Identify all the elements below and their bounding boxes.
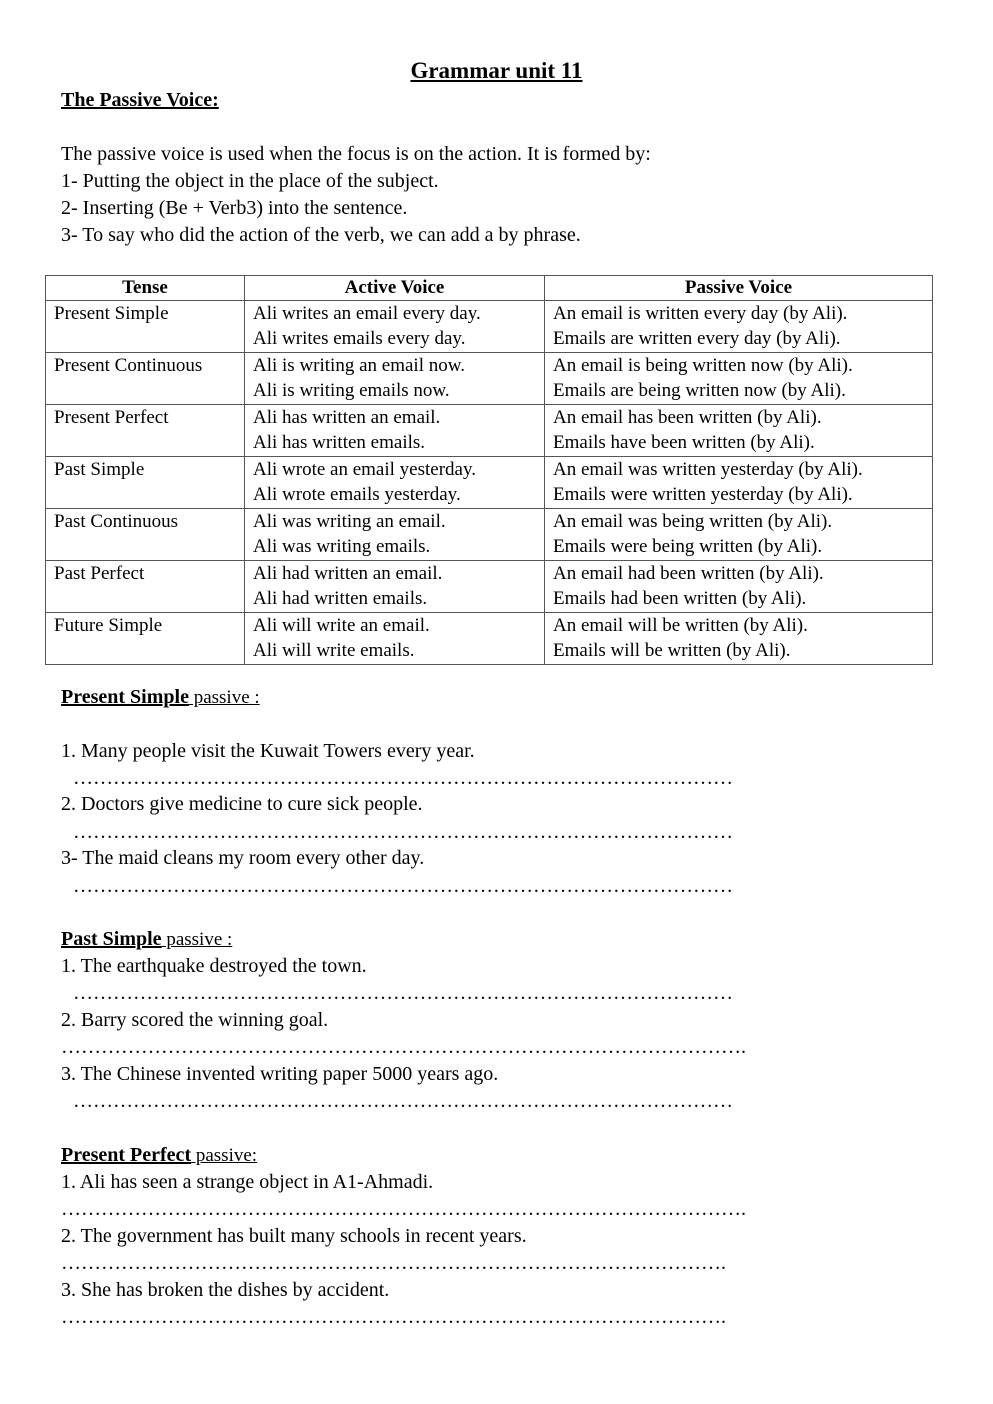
question: 1. Many people visit the Kuwait Towers every year. — [61, 740, 475, 762]
tense-cell: Present Continuous — [46, 353, 245, 405]
passive-voice-cell — [545, 457, 933, 509]
section-present-simple — [61, 686, 733, 901]
table-body — [46, 301, 933, 665]
passive-sentence: An email is written every day (by Ali). — [553, 303, 848, 324]
passive-sentence: Emails have been written (by Ali). — [553, 432, 815, 453]
passive-voice-cell — [545, 613, 933, 665]
passive-sentence: An email was being written (by Ali). — [553, 511, 833, 532]
passive-sentence: Emails were being written (by Ali). — [553, 536, 823, 557]
answer-line[interactable]: ………………………………………………………………………………………. — [61, 1252, 726, 1274]
section-subtitle: The Passive Voice: — [61, 89, 219, 111]
question: 1. Ali has seen a strange object in A1-Ahmadi. — [61, 1171, 434, 1193]
passive-sentence: Emails will be written (by Ali). — [553, 640, 791, 661]
passive-sentence: An email is being written now (by Ali). — [553, 355, 853, 376]
table-row — [46, 405, 933, 457]
active-voice-cell — [245, 301, 545, 353]
active-sentence: Ali had written an email. — [253, 563, 443, 584]
question: 2. The government has built many schools in recent years. — [61, 1225, 527, 1247]
passive-sentence: Emails were written yesterday (by Ali). — [553, 484, 853, 505]
active-sentence: Ali wrote an email yesterday. — [253, 459, 476, 480]
answer-line[interactable]: ……………………………………………………………………………………… — [73, 875, 733, 897]
passive-sentence: An email has been written (by Ali). — [553, 407, 822, 428]
active-sentence: Ali will write an email. — [253, 615, 430, 636]
table-row — [46, 613, 933, 665]
passive-voice-cell — [545, 353, 933, 405]
active-sentence: Ali wrote emails yesterday. — [253, 484, 461, 505]
table-row — [46, 509, 933, 561]
tense-cell: Past Continuous — [46, 509, 245, 561]
tense-cell: Present Perfect — [46, 405, 245, 457]
answer-line[interactable]: …………………………………………………………………………………………. — [61, 1036, 746, 1058]
active-voice-cell — [245, 561, 545, 613]
section-heading — [61, 928, 746, 955]
intro-line: 1- Putting the object in the place of the subject. — [61, 170, 439, 192]
tense-cell: Future Simple — [46, 613, 245, 665]
intro-line: The passive voice is used when the focus is on the action. It is formed by: — [61, 143, 651, 165]
passive-sentence: An email was written yesterday (by Ali). — [553, 459, 863, 480]
active-sentence: Ali is writing an email now. — [253, 355, 465, 376]
table-row — [46, 301, 933, 353]
active-voice-cell — [245, 613, 545, 665]
passive-sentence: Emails are being written now (by Ali). — [553, 380, 846, 401]
tense-table — [45, 275, 933, 665]
intro-paragraph — [61, 141, 651, 249]
active-sentence: Ali is writing emails now. — [253, 380, 450, 401]
active-sentence: Ali had written emails. — [253, 588, 428, 609]
passive-sentence: An email will be written (by Ali). — [553, 615, 808, 636]
active-sentence: Ali was writing an email. — [253, 511, 446, 532]
intro-line: 3- To say who did the action of the verb, we can add a by phrase. — [61, 224, 581, 246]
answer-line[interactable]: ……………………………………………………………………………………… — [73, 821, 733, 843]
answer-line[interactable]: ……………………………………………………………………………………… — [73, 1090, 733, 1112]
answer-line[interactable]: ………………………………………………………………………………………. — [61, 1306, 726, 1328]
section-heading-bold: Present Simple — [61, 686, 189, 708]
table-row — [46, 457, 933, 509]
passive-voice-cell — [545, 405, 933, 457]
table-row — [46, 353, 933, 405]
section-heading-rest: passive : — [161, 929, 233, 950]
section-past-simple — [61, 928, 746, 1117]
active-sentence: Ali writes emails every day. — [253, 328, 466, 349]
header-passive-voice: Passive Voice — [545, 276, 933, 301]
question: 2. Barry scored the winning goal. — [61, 1009, 329, 1031]
question: 3. The Chinese invented writing paper 5000 years ago. — [61, 1063, 499, 1085]
active-voice-cell — [245, 457, 545, 509]
intro-line: 2- Inserting (Be + Verb3) into the sentence. — [61, 197, 408, 219]
question: 3. She has broken the dishes by accident. — [61, 1279, 390, 1301]
active-sentence: Ali was writing emails. — [253, 536, 431, 557]
passive-sentence: Emails had been written (by Ali). — [553, 588, 807, 609]
table-row — [46, 561, 933, 613]
question: 1. The earthquake destroyed the town. — [61, 955, 367, 977]
active-sentence: Ali will write emails. — [253, 640, 415, 661]
tense-cell: Present Simple — [46, 301, 245, 353]
passive-sentence: An email had been written (by Ali). — [553, 563, 824, 584]
passive-voice-cell — [545, 561, 933, 613]
section-present-perfect — [61, 1144, 746, 1333]
section-heading — [61, 1144, 746, 1171]
passive-voice-cell — [545, 301, 933, 353]
page-title: Grammar unit 11 — [410, 58, 583, 83]
header-active-voice: Active Voice — [245, 276, 545, 301]
section-heading-bold: Past Simple — [61, 928, 162, 950]
active-sentence: Ali has written an email. — [253, 407, 441, 428]
header-tense: Tense — [46, 276, 245, 301]
active-sentence: Ali writes an email every day. — [253, 303, 481, 324]
active-voice-cell — [245, 509, 545, 561]
active-sentence: Ali has written emails. — [253, 432, 426, 453]
table-header-row — [46, 276, 933, 301]
active-voice-cell — [245, 405, 545, 457]
passive-voice-cell — [545, 509, 933, 561]
question: 2. Doctors give medicine to cure sick people. — [61, 793, 423, 815]
tense-cell: Past Simple — [46, 457, 245, 509]
tense-cell: Past Perfect — [46, 561, 245, 613]
question: 3- The maid cleans my room every other day. — [61, 847, 425, 869]
active-voice-cell — [245, 353, 545, 405]
section-heading-rest: passive: — [191, 1145, 258, 1166]
answer-line[interactable]: ……………………………………………………………………………………… — [73, 767, 733, 789]
section-heading — [61, 686, 733, 714]
answer-line[interactable]: ……………………………………………………………………………………… — [73, 982, 733, 1004]
answer-line[interactable]: …………………………………………………………………………………………. — [61, 1198, 746, 1220]
section-heading-rest: passive : — [188, 687, 260, 708]
section-heading-bold: Present Perfect — [61, 1144, 192, 1166]
passive-sentence: Emails are written every day (by Ali). — [553, 328, 841, 349]
